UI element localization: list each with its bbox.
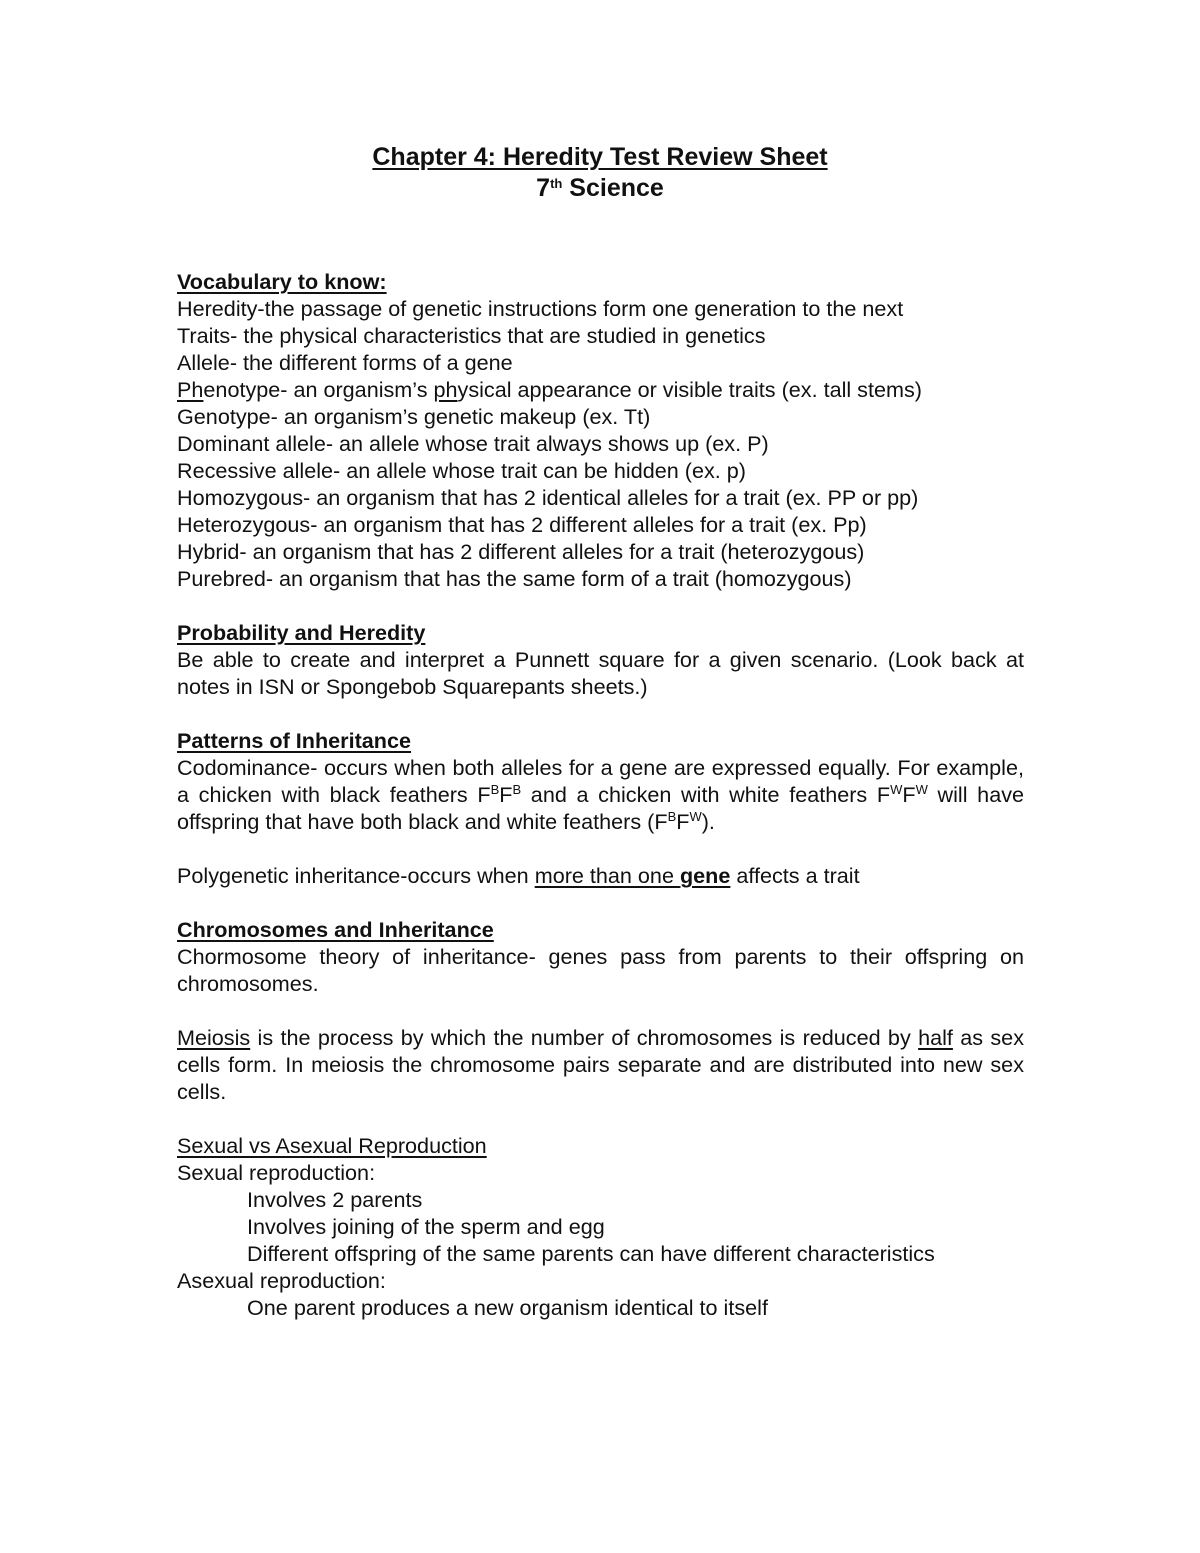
- sexual-item: Different offspring of the same parents can have different characteristics: [247, 1241, 935, 1266]
- vocab-item: Dominant allele- an allele whose trait always shows up (ex. P): [177, 431, 769, 456]
- probability-heading: Probability and Heredity: [177, 620, 426, 645]
- allele-superscript: B: [512, 782, 522, 797]
- document-subtitle: [0, 173, 1200, 204]
- allele-superscript: W: [890, 782, 903, 797]
- codominance-paragraph: [177, 754, 1024, 835]
- polygenic-text: Polygenetic inheritance-occurs when: [177, 863, 535, 888]
- meiosis-text: as sex cells form. In meiosis the chromosome pairs separate and are distributed into new sex cells.: [177, 1025, 1024, 1104]
- phenotype-text: enotype- an organism’s: [203, 377, 434, 402]
- section-gap: [177, 997, 1024, 1024]
- vocab-item: Homozygous- an organism that has 2 identical alleles for a trait (ex. PP or pp): [177, 485, 919, 510]
- section-gap: [177, 835, 1024, 862]
- codominance-text: F: [676, 809, 690, 834]
- section-gap: [177, 700, 1024, 727]
- codominance-text: will have offspring that have both black and white feathers (F: [177, 782, 1025, 834]
- reproduction-heading: Sexual vs Asexual Reproduction: [177, 1133, 487, 1158]
- codominance-text: and a chicken with white feathers F: [521, 782, 891, 807]
- probability-text: Be able to create and interpret a Punnett square for a given scenario. (Look back at notes in ISN or Spongebob Squarepants sheets.): [177, 647, 1024, 699]
- allele-superscript: B: [490, 782, 500, 797]
- grade-number: 7: [536, 174, 551, 202]
- vocab-item: Hybrid- an organism that has 2 different alleles for a trait (heterozygous): [177, 539, 865, 564]
- polygenic-gene-bold: gene: [679, 863, 731, 888]
- sexual-label: Sexual reproduction:: [177, 1160, 376, 1185]
- phenotype-underline-ph: Ph: [177, 377, 204, 402]
- asexual-item: One parent produces a new organism identical to itself: [247, 1295, 768, 1320]
- grade-subject: Science: [562, 174, 664, 202]
- vocab-item: Allele- the different forms of a gene: [177, 350, 513, 375]
- document-title: Chapter 4: Heredity Test Review Sheet: [372, 143, 828, 171]
- polygenic-text: affects a trait: [730, 863, 860, 888]
- section-gap: [177, 592, 1024, 619]
- sexual-item: Involves joining of the sperm and egg: [247, 1214, 605, 1239]
- codominance-text: F: [902, 782, 916, 807]
- half-underline: half: [918, 1025, 953, 1050]
- codominance-text: ).: [701, 809, 715, 834]
- asexual-label: Asexual reproduction:: [177, 1268, 386, 1293]
- vocab-item: Heterozygous- an organism that has 2 different alleles for a trait (ex. Pp): [177, 512, 867, 537]
- section-gap: [177, 1105, 1024, 1132]
- polygenic-paragraph: [177, 862, 1024, 889]
- vocab-item: Purebred- an organism that has the same form of a trait (homozygous): [177, 566, 852, 591]
- vocab-item: Recessive allele- an allele whose trait can be hidden (ex. p): [177, 458, 746, 483]
- vocab-item: Heredity-the passage of genetic instructions form one generation to the next: [177, 296, 904, 321]
- codominance-text: F: [499, 782, 513, 807]
- section-gap: [177, 889, 1024, 916]
- grade-superscript: th: [550, 176, 563, 191]
- allele-superscript: W: [689, 809, 702, 824]
- vocab-heading: Vocabulary to know:: [177, 269, 387, 294]
- allele-superscript: W: [915, 782, 928, 797]
- meiosis-paragraph: [177, 1024, 1024, 1105]
- vocab-item-phenotype: [177, 376, 1024, 403]
- polygenic-underline: more than one: [534, 863, 680, 888]
- allele-superscript: B: [667, 809, 677, 824]
- chromosome-theory: Chormosome theory of inheritance- genes pass from parents to their offspring on chromosomes.: [177, 944, 1024, 996]
- phenotype-text-2: ysical appearance or visible traits (ex. tall stems): [457, 377, 922, 402]
- vocab-item: Traits- the physical characteristics that are studied in genetics: [177, 323, 766, 348]
- sexual-item: Involves 2 parents: [247, 1187, 423, 1212]
- patterns-heading: Patterns of Inheritance: [177, 728, 411, 753]
- meiosis-text: is the process by which the number of chromosomes is reduced by: [250, 1025, 919, 1050]
- phenotype-underline-ph-2: ph: [433, 377, 458, 402]
- vocab-item: Genotype- an organism’s genetic makeup (ex. Tt): [177, 404, 651, 429]
- title-block: [0, 142, 1200, 204]
- document-body: [177, 268, 1024, 1321]
- codominance-text: Codominance- occurs when both alleles for a gene are expressed equally. For example, a chicken with black feathers F: [177, 755, 1024, 807]
- chromosomes-heading: Chromosomes and Inheritance: [177, 917, 494, 942]
- meiosis-underline: Meiosis: [177, 1025, 251, 1050]
